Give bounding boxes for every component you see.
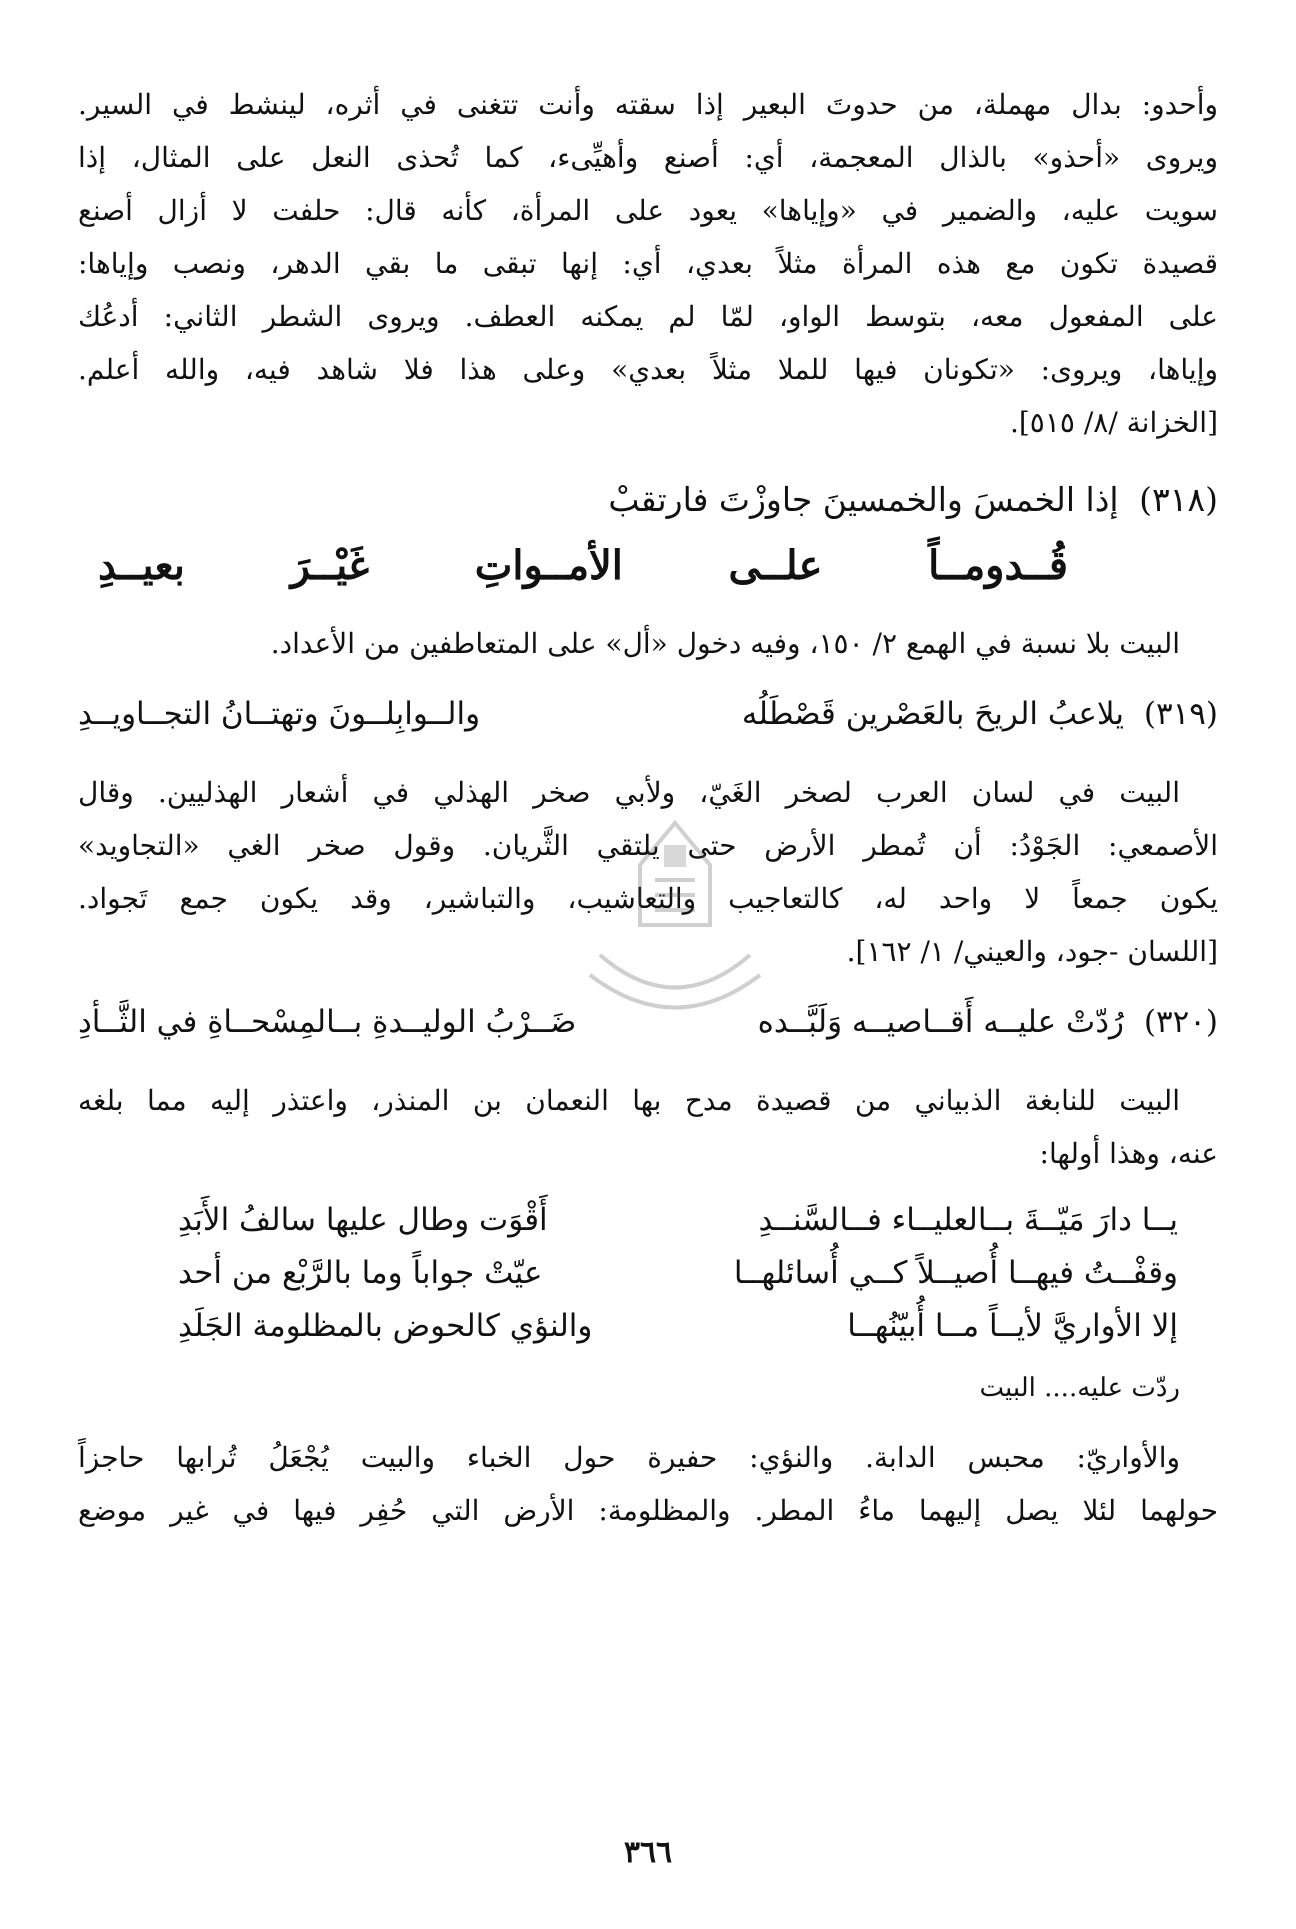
verse-318-note [78, 617, 1218, 670]
poem-right-hemistich: وقفْــتُ فيهــا أُصيــلاً كــي أُسائلهــا [733, 1255, 1178, 1291]
intro-line: قصيدة تكون مع هذه المرأة مثلاً بعدي، أي: إنها تبقى ما بقي الدهر، ونصب وإياها: [78, 247, 1218, 280]
verse-319-citation: [اللسان -جود، والعيني/ ١/ ١٦٢]. [846, 935, 1218, 968]
poem-left-hemistich: والنؤي كالحوض بالمظلومة الجَلَدِ [178, 1308, 593, 1344]
poem-line [78, 1247, 1218, 1300]
glossary-line: حولهما لئلا يصل إليهما ماءُ المطر. والمظلومة: الأرض التي حُفِر فيها في غير موضع [78, 1494, 1218, 1527]
verse-318-number: (٣١٨) [1139, 480, 1218, 519]
poem-line [78, 1194, 1218, 1247]
verse-320-second-hemistich: ضَــرْبُ الوليــدةِ بــالمِسْحــاةِ في الثَّــأدِ [78, 1004, 577, 1040]
page-number: ٣٦٦ [623, 1835, 673, 1870]
poem-after-note: ردّت عليه.... البيت [979, 1373, 1180, 1403]
verse-319-commentary-line: الأصمعي: الجَوْدُ: أن تُمطر الأرض حتى يلتقي الثَّريان. وقول صخر الغي «التجاويد» [78, 829, 1218, 862]
verse-320-first-hemistich [758, 992, 1218, 1052]
poem-left-hemistich: أَقْوَت وطال عليها سالفُ الأَبَدِ [178, 1202, 548, 1238]
verse-319-hemistich1-text: يلاعبُ الريحَ بالعَصْرين قَصْطَلُه [741, 696, 1124, 732]
intro-line: ويروى «أحذو» بالذال المعجمة، أي: أصنع وأهيِّىء، كما تُحذى النعل على المثال، إذا [78, 141, 1218, 174]
verse-319-commentary-line: يكون جمعاً لا واحد له، كالتعاجيب والتعاشيب، والتباشير، وقد يكون جمع تَجواد. [78, 882, 1218, 915]
poem-excerpt [78, 1194, 1218, 1353]
verse-319-second-hemistich: والــوابِلــونَ وتهتــانُ التجــاويــدِ [78, 696, 481, 732]
poem-right-hemistich: إلا الأواريَّ لأيــاً مــا أُبيّنُهــا [847, 1308, 1178, 1344]
verse-318-note-line: البيت بلا نسبة في الهمع ٢/ ١٥٠، وفيه دخول «أل» على المتعاطفين من الأعداد. [270, 627, 1180, 660]
verse-318-hemistich1-text: إذا الخمسَ والخمسينَ جاوزْتَ فارتقبْ [608, 480, 1119, 519]
verse-320-commentary-line: عنه، وهذا أولها: [1039, 1137, 1218, 1170]
library-seal-icon [560, 805, 790, 1035]
verse-319-commentary-line: البيت في لسان العرب لصخر الغَيّ، ولأبي صخر الهذلي في أشعار الهذليين. وقال [78, 776, 1180, 809]
intro-paragraph [78, 78, 1218, 449]
verse-320-commentary [78, 1074, 1218, 1180]
poem-left-hemistich: عيّتْ جواباً وما بالرَّبْع من أحد [178, 1255, 543, 1291]
intro-line: وأحدو: بدال مهملة، من حدوتَ البعير إذا سقته وأنت تتغنى في أثره، لينشط في السير. [78, 88, 1218, 121]
intro-line: على المفعول معه، بتوسط الواو، لمّا لم يمكنه العطف. ويروى الشطر الثاني: أدعُك [78, 300, 1218, 333]
verse-319 [78, 684, 1218, 744]
verse-320-glossary [78, 1431, 1218, 1537]
verse-320-commentary-line: البيت للنابغة الذبياني من قصيدة مدح بها النعمان بن المنذر، واعتذر إليه مما بلغه [78, 1084, 1180, 1117]
poem-right-hemistich: يــا دارَ مَيّــةَ بــالعليــاء فــالسَّنــدِ [758, 1202, 1178, 1238]
verse-318-first-hemistich [78, 471, 1218, 529]
verse-320-hemistich1-text: رُدّتْ عليــه أَقــاصيــه وَلَبَّــده [757, 1004, 1124, 1040]
intro-line: سويت عليه، والضمير في «وإياها» يعود على المرأة، كأنه قال: حلفت لا أزال أصنع [78, 194, 1218, 227]
verse-318 [78, 471, 1218, 595]
intro-line: وإياها، ويروى: «تكونان فيها للملا مثلاً بعدي» وعلى هذا فلا شاهد فيه، والله أعلم. [78, 353, 1218, 386]
verse-319-first-hemistich [742, 684, 1218, 744]
verse-320-number: (٣٢٠) [1143, 1004, 1218, 1040]
intro-citation: [الخزانة /٨/ ٥١٥]. [1009, 406, 1218, 439]
glossary-line: والأواريّ: محبس الدابة. والنؤي: حفيرة حول الخباء والبيت يُجْعَلُ تُرابها حاجزاً [78, 1441, 1181, 1474]
verse-318-second-hemistich: قُــدومــاً علــى الأمــواتِ غَيْــرَ بعيــدِ [98, 542, 1068, 589]
verse-319-number: (٣١٩) [1143, 696, 1218, 732]
poem-line [78, 1300, 1218, 1353]
